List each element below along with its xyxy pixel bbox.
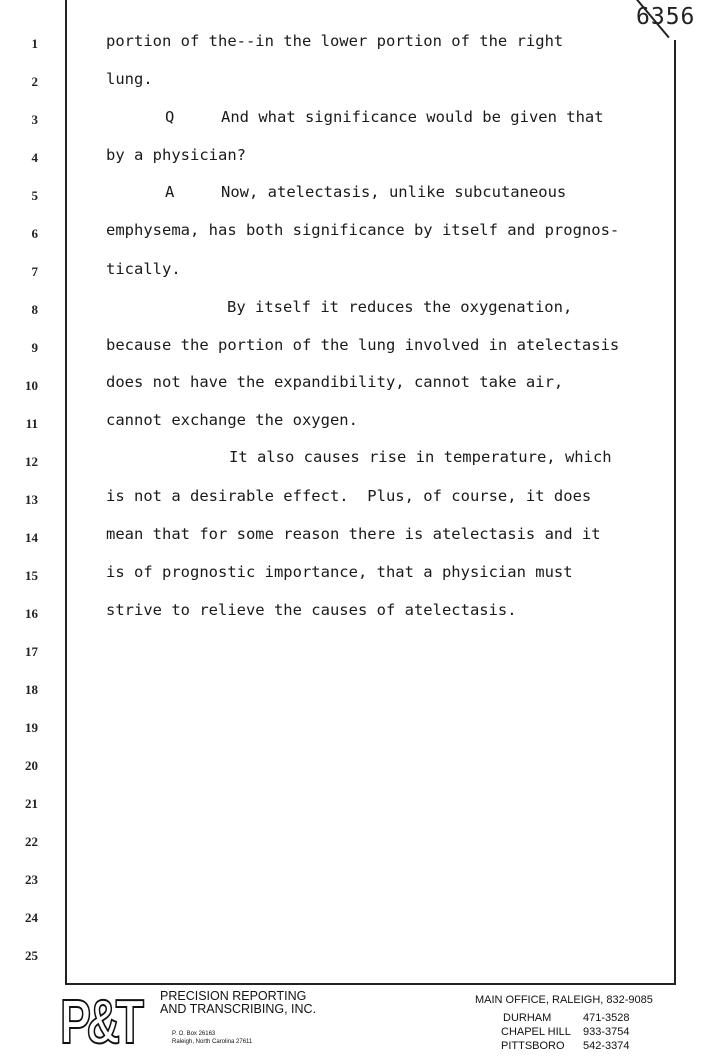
line-number: 25 [25,948,38,963]
right-margin-rule [674,40,676,984]
left-margin-rule [65,0,67,984]
main-office: MAIN OFFICE, RALEIGH, 832-9085 [475,994,653,1006]
office-city: PITTSBORO [501,1040,565,1052]
transcript-line: Q And what significance would be given that [165,108,604,126]
office-phone: 542-3374 [583,1040,630,1052]
transcript-line: portion of the--in the lower portion of the right [106,32,564,50]
line-number: 16 [25,606,38,621]
line-number: 21 [25,796,38,811]
transcript-line: mean that for some reason there is atelectasis and it [106,525,601,543]
company-address [172,1030,252,1046]
line-number: 2 [31,74,38,89]
company-name-line2: AND TRANSCRIBING, INC. [160,1002,317,1016]
company-name-line1: PRECISION REPORTING [160,989,307,1003]
office-city: CHAPEL HILL [501,1026,571,1038]
transcript-line: does not have the expandibility, cannot take air, [106,373,564,391]
line-number: 15 [25,568,38,583]
line-number: 11 [25,416,38,431]
line-number: 22 [25,834,38,849]
line-number: 19 [25,720,38,735]
page-number: 6356 [636,4,696,30]
line-number: 24 [25,910,38,925]
line-number: 8 [31,302,38,317]
company-logo [60,990,160,1056]
address-line2: Raleigh, North Carolina 27611 [172,1039,253,1045]
logo-text: P&T [60,988,140,1057]
transcript-line: is of prognostic importance, that a physician must [106,563,573,581]
transcript-line: By itself it reduces the oxygenation, [227,298,573,316]
transcript-line: emphysema, has both significance by itself and prognos- [106,221,620,239]
office-phone: 471-3528 [583,1012,630,1024]
transcript-line: because the portion of the lung involved in atelectasis [106,336,620,354]
line-number: 18 [25,682,38,697]
transcript-line: cannot exchange the oxygen. [106,411,358,429]
line-number: 6 [31,226,38,241]
line-number: 17 [25,644,38,659]
line-number: 10 [25,378,38,393]
office-city: DURHAM [503,1012,552,1024]
line-number: 1 [31,36,38,51]
line-number: 5 [31,188,38,203]
address-line1: P. O. Box 26163 [172,1031,216,1037]
office-phone: 933-3754 [583,1026,630,1038]
transcript-line: lung. [106,70,153,88]
line-number: 23 [25,872,38,887]
transcript-line: by a physician? [106,146,246,164]
transcript-line: A Now, atelectasis, unlike subcutaneous [165,183,567,201]
line-number: 12 [25,454,38,469]
transcript-line: strive to relieve the causes of atelectasis. [106,601,517,619]
line-number: 14 [25,530,38,545]
footer [0,988,720,1063]
line-number: 4 [31,150,38,165]
company-name [160,990,316,1016]
line-number: 7 [31,264,38,279]
line-number: 20 [25,758,38,773]
line-number: 13 [25,492,38,507]
transcript-line: It also causes rise in temperature, which [229,448,612,466]
transcript-line: tically. [106,260,181,278]
bottom-rule [65,983,676,985]
line-number: 9 [31,340,38,355]
line-number: 3 [31,112,38,127]
transcript-line: is not a desirable effect. Plus, of course, it does [106,487,592,505]
